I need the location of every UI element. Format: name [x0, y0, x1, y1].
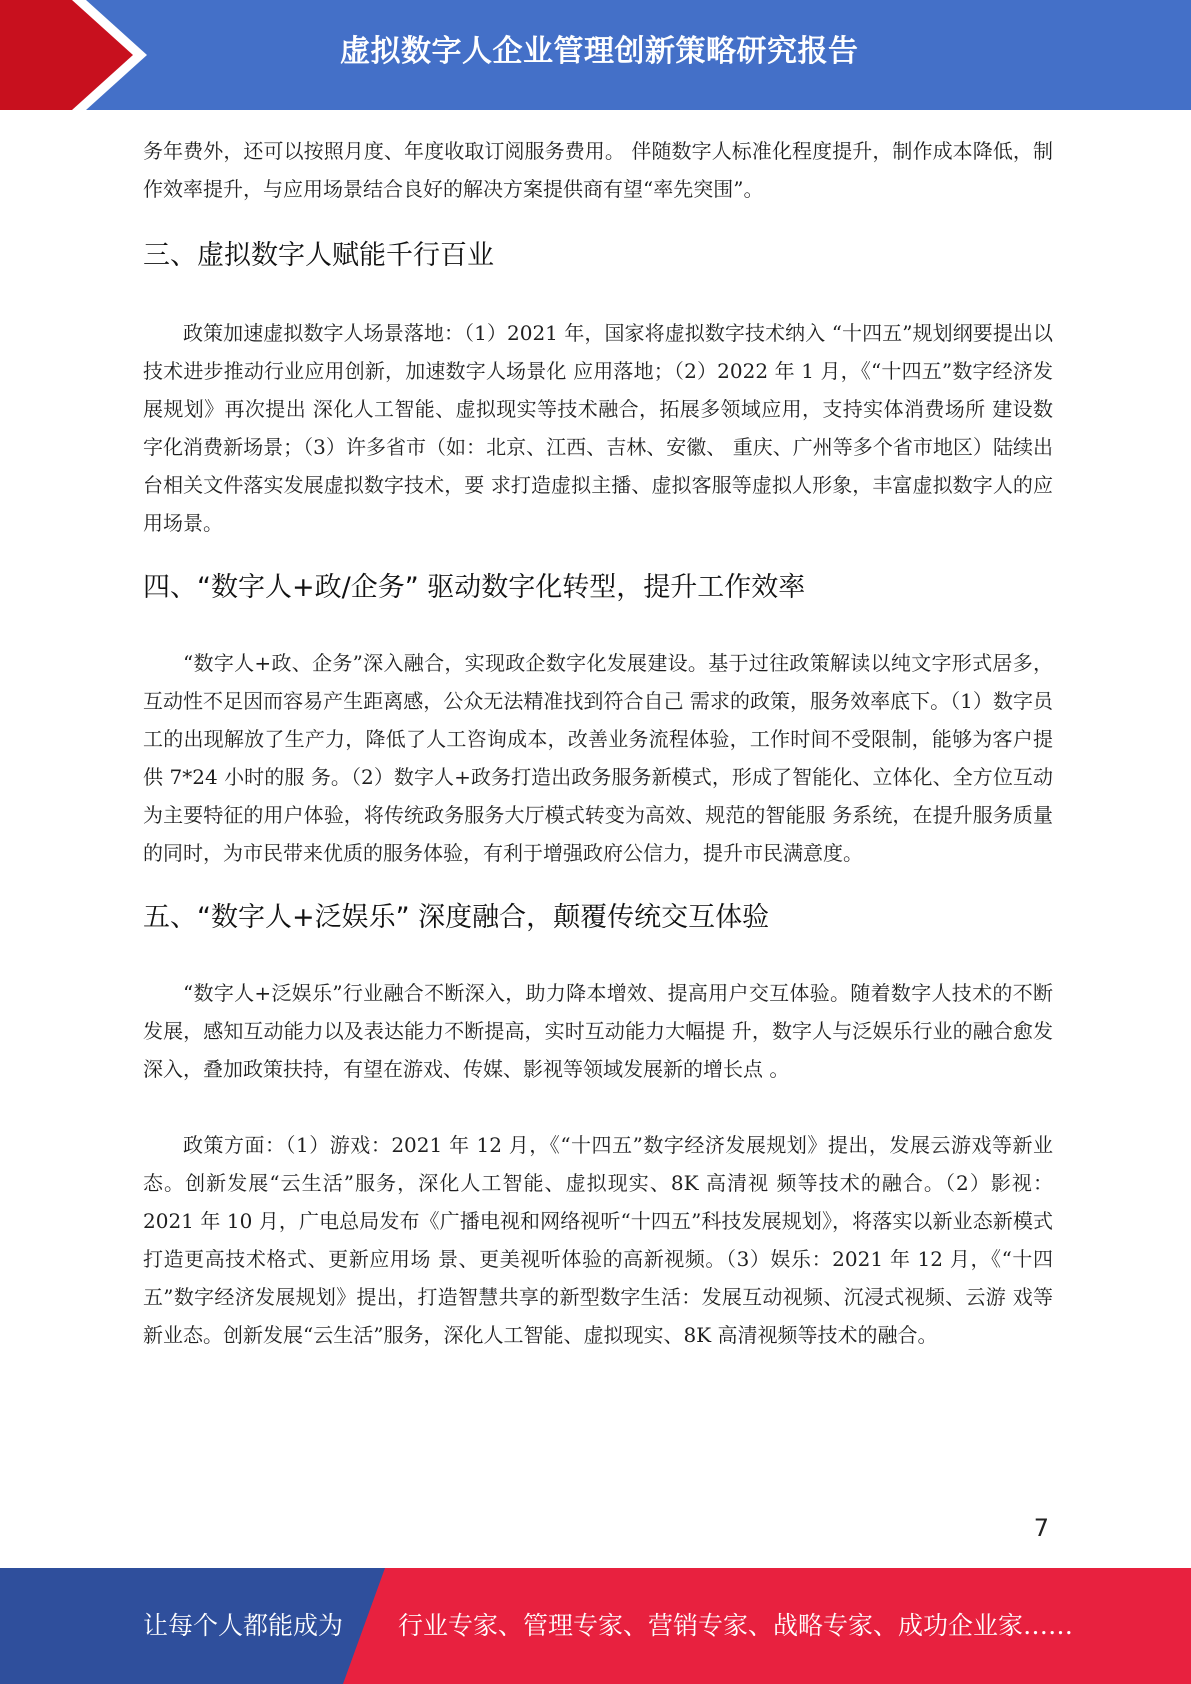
section-5-paragraph-b: 政策方面：（1）游戏：2021 年 12 月，《“十四五”数字经济发展规划》提出，发展云游戏等新业态。创新发展“云生活”服务，深化人工智能、虚拟现实、8K 高清视 频等技术的融合。（2）影视：2021 年 10 月，广电总局发布《广播电视和网络视听“十四五”科技发展规划》，将落实以新业态新模式打造更高技术格式、更新应用场 景、更美视听体验的高新视频。（3）娱乐：2021 年 12 月，《“十四五”数字经济发展规划》提出，打造智慧共享的新型数字生活：发展互动视频、沉浸式视频、云游 戏等新业态。创新发展“云生活”服务，深化人工智能、虚拟现实、8K 高清视频等技术的融合。: [143, 1133, 1053, 1347]
page-number: 7: [1033, 1514, 1049, 1542]
page-footer: [0, 1568, 1191, 1684]
section-heading-5: 五、“数字人+泛娱乐” 深度融合，颠覆传统交互体验: [143, 902, 770, 933]
section-heading-3: 三、虚拟数字人赋能千行百业: [143, 240, 494, 271]
intro-paragraph: 务年费外，还可以按照月度、年度收取订阅服务费用。 伴随数字人标准化程度提升，制作成本降低，制作效率提升，与应用场景结合良好的解决方案提供商有望“率先突围”。: [143, 139, 1053, 201]
footer-slogan-right: 行业专家、管理专家、营销专家、战略专家、成功企业家……: [398, 1611, 1074, 1640]
report-title: 虚拟数字人企业管理创新策略研究报告: [340, 34, 859, 69]
section-5-paragraph-a: “数字人+泛娱乐”行业融合不断深入，助力降本增效、提高用户交互体验。随着数字人技术的不断发展，感知互动能力以及表达能力不断提高，实时互动能力大幅提 升，数字人与泛娱乐行业的融合愈发深入，叠加政策扶持，有望在游戏、传媒、影视等领域发展新的增长点 。: [143, 981, 1053, 1081]
footer-slogan-left: 让每个人都能成为: [143, 1611, 344, 1640]
section-3-paragraph: 政策加速虚拟数字人场景落地：（1）2021 年，国家将虚拟数字技术纳入 “十四五”规划纲要提出以技术进步推动行业应用创新，加速数字人场景化 应用落地；（2）2022 年 1 月，《“十四五”数字经济发展规划》再次提出 深化人工智能、虚拟现实等技术融合，拓展多领域应用，支持实体消费场所 建设数字化消费新场景；（3）许多省市（如：北京、江西、吉林、安徽、 重庆、广州等多个省市地区）陆续出台相关文件落实发展虚拟数字技术，要 求打造虚拟主播、虚拟客服等虚拟人形象，丰富虚拟数字人的应用场景。: [143, 321, 1053, 535]
page-header: [0, 0, 1191, 110]
page-content: [143, 132, 1053, 1354]
section-heading-4: 四、“数字人+政/企务” 驱动数字化转型，提升工作效率: [143, 572, 806, 603]
section-4-paragraph: “数字人+政、企务”深入融合，实现政企数字化发展建设。基于过往政策解读以纯文字形式居多，互动性不足因而容易产生距离感，公众无法精准找到符合自己 需求的政策，服务效率底下。（1）数字员工的出现解放了生产力，降低了人工咨询成本，改善业务流程体验，工作时间不受限制，能够为客户提供 7*24 小时的服 务。（2）数字人+政务打造出政务服务新模式，形成了智能化、立体化、全方位互动为主要特征的用户体验，将传统政务服务大厅模式转变为高效、规范的智能服 务系统，在提升服务质量的同时，为市民带来优质的服务体验，有利于增强政府公信力，提升市民满意度。: [143, 651, 1053, 865]
